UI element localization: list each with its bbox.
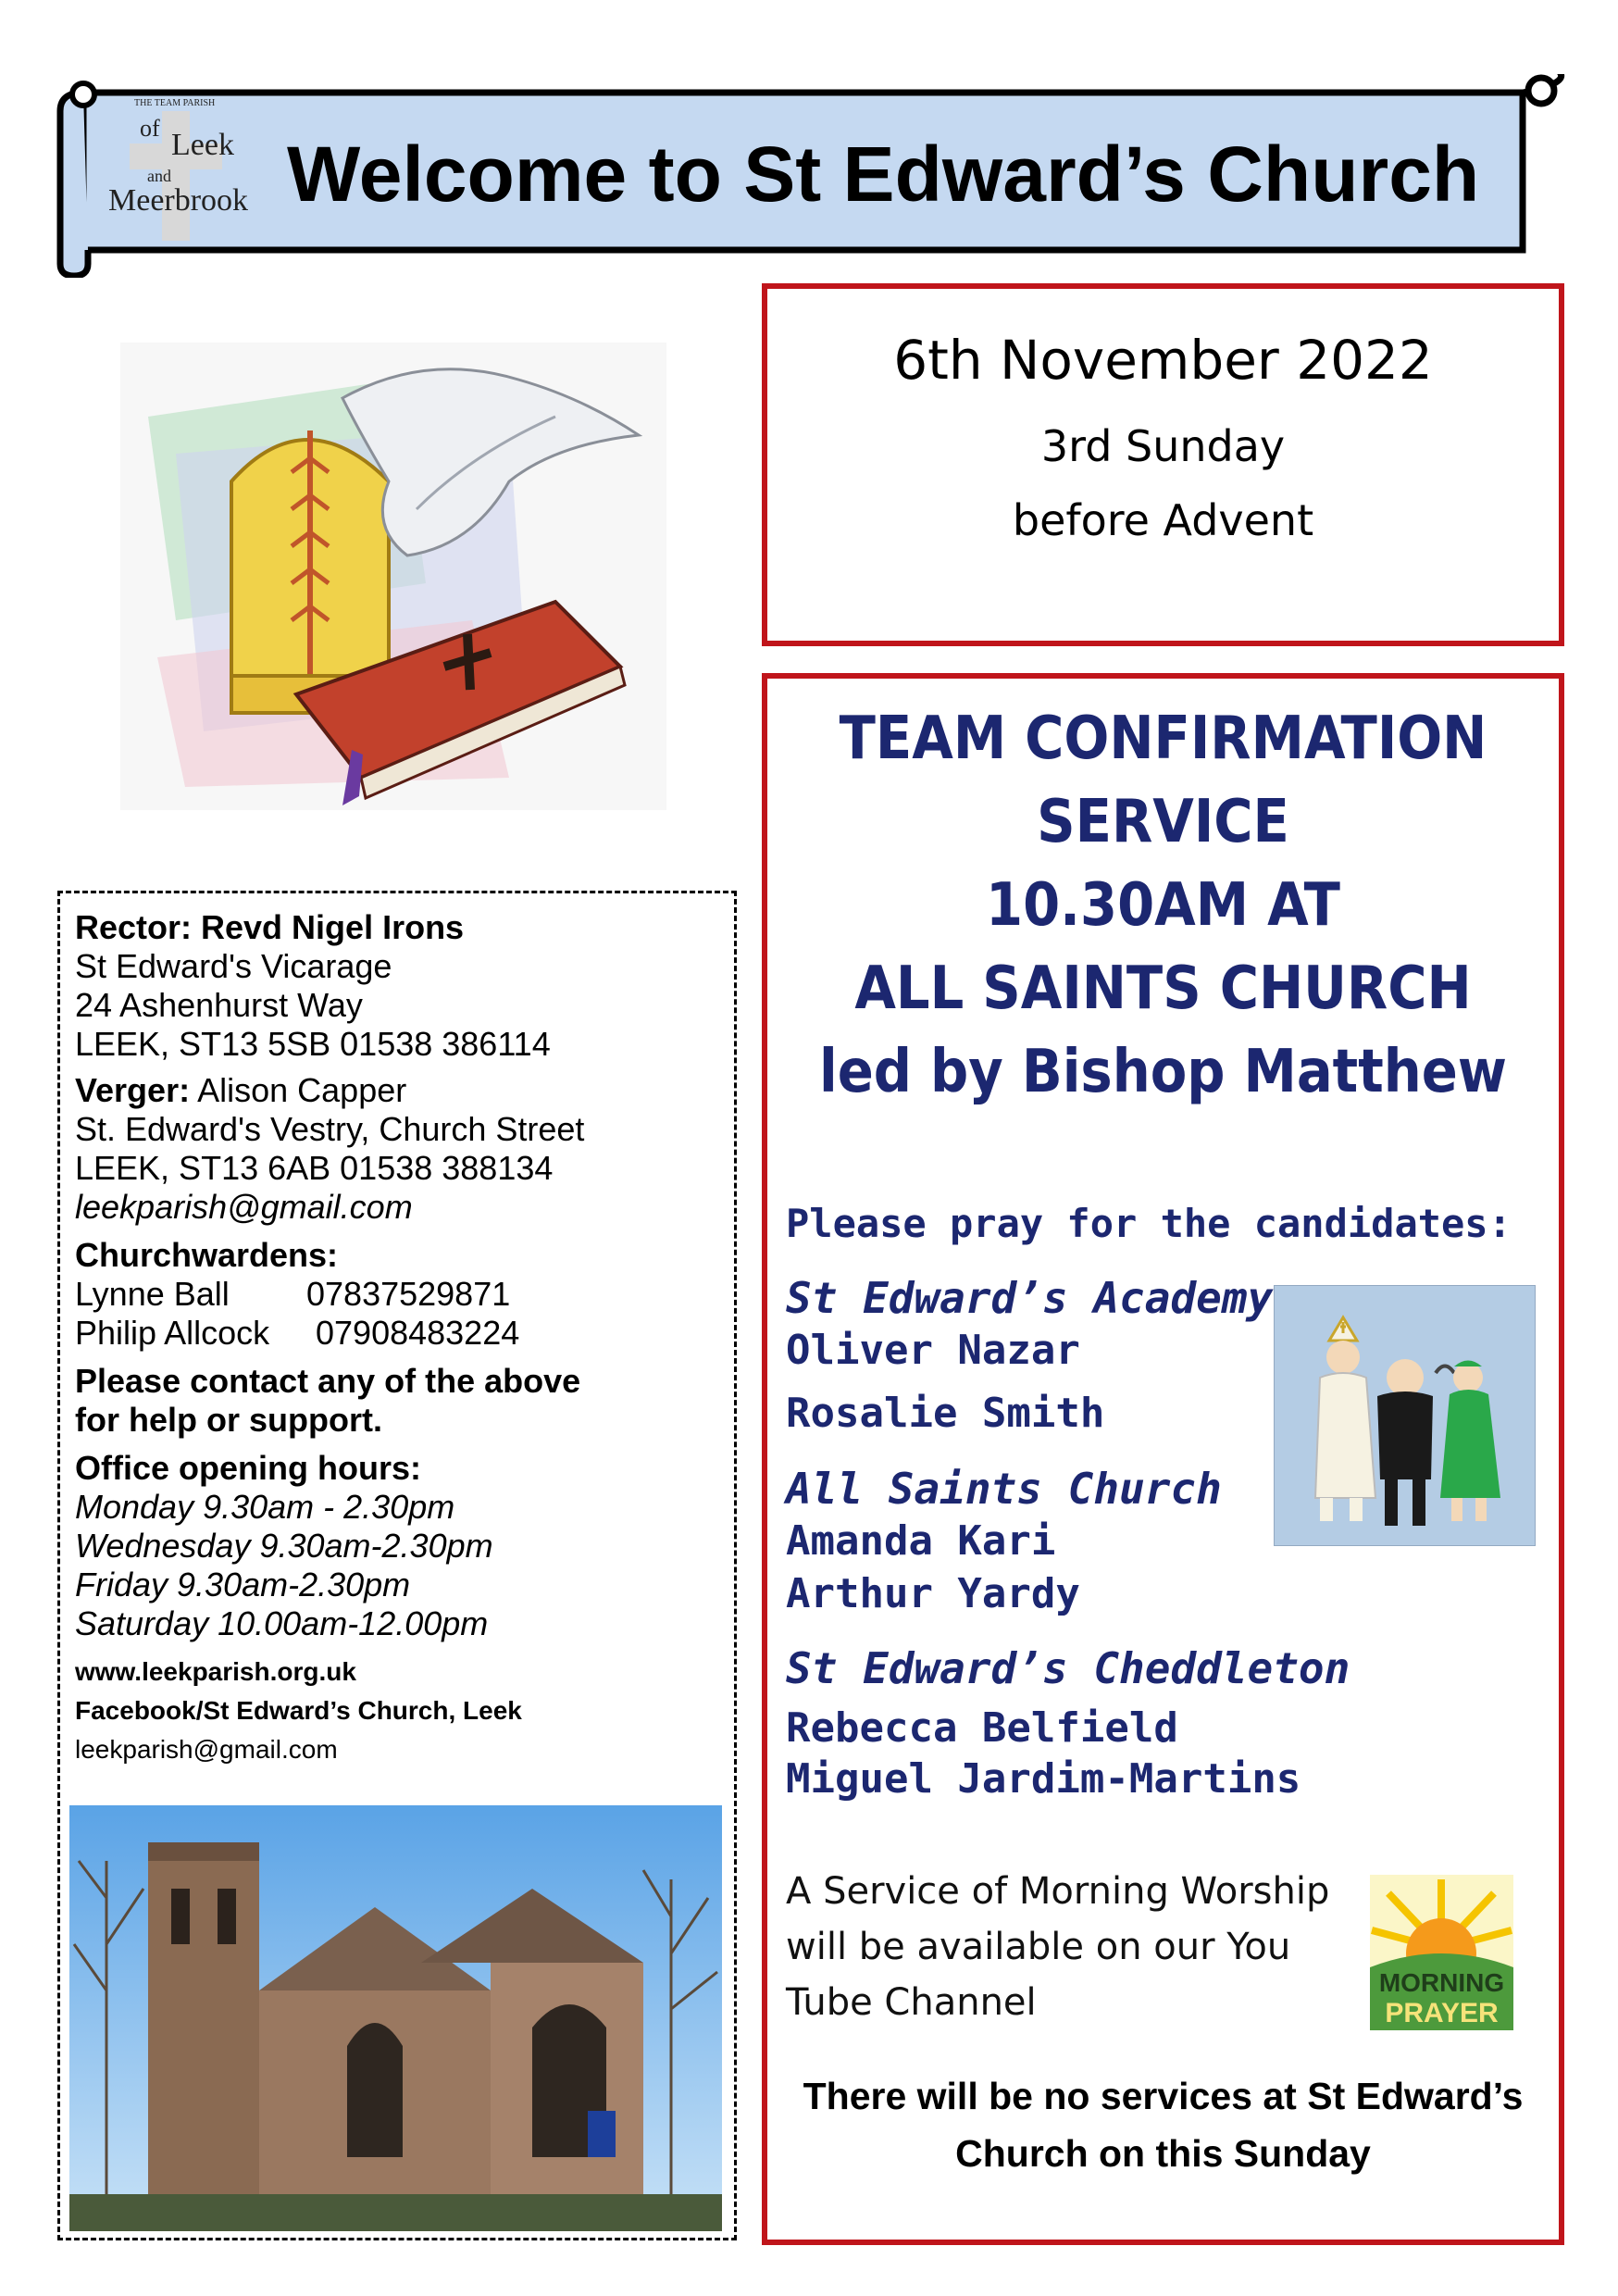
- verger-name: Alison Capper: [190, 1071, 407, 1109]
- rector-address-line: St Edward's Vicarage: [75, 947, 392, 985]
- headline-line-4: ALL SAINTS CHURCH: [854, 955, 1472, 1023]
- facebook-link[interactable]: Facebook/St Edward’s Church, Leek: [75, 1696, 522, 1725]
- headline-line-2: SERVICE: [1037, 788, 1289, 856]
- logo-line-3: Leek: [171, 128, 234, 162]
- no-services-line-1: There will be no services at St Edward’s: [803, 2075, 1524, 2117]
- candidate-name: Miguel Jardim-Martins: [786, 1755, 1301, 1803]
- confirmation-illustration: [1274, 1285, 1536, 1546]
- logo-line-2: of: [140, 115, 160, 142]
- liturgical-day-line-2: before Advent: [1012, 495, 1314, 545]
- logo-line-4: and: [147, 167, 171, 185]
- office-hours-line: Monday 9.30am - 2.30pm: [75, 1488, 455, 1526]
- pray-intro: Please pray for the candidates:: [786, 1201, 1512, 1246]
- office-hours-line: Friday 9.30am-2.30pm: [75, 1566, 411, 1603]
- church-photo: [69, 1805, 722, 2231]
- date-box: [762, 283, 1564, 646]
- prayer-label: PRAYER: [1385, 1998, 1499, 2028]
- verger-address-line: St. Edward's Vestry, Church Street: [75, 1110, 585, 1148]
- churchwarden-phone: 07908483224: [316, 1314, 520, 1352]
- website-link[interactable]: www.leekparish.org.uk: [75, 1657, 356, 1686]
- verger-line: [75, 1071, 406, 1110]
- logo-line-1: THE TEAM PARISH: [134, 98, 216, 108]
- verger-email[interactable]: leekparish@gmail.com: [75, 1188, 413, 1226]
- candidate-name: Amanda Kari: [786, 1517, 1056, 1565]
- candidate-name: Arthur Yardy: [786, 1570, 1080, 1617]
- email-link[interactable]: leekparish@gmail.com: [75, 1735, 338, 1764]
- logo-line-5: Meerbrook: [108, 183, 249, 218]
- morning-prayer-logo: [1370, 1875, 1513, 2030]
- rector-label: Rector: Revd Nigel Irons: [75, 908, 465, 946]
- worship-line-2: will be available on our You: [786, 1926, 1291, 1968]
- cross-icon: [106, 93, 264, 241]
- service-date: 6th November 2022: [893, 329, 1433, 392]
- churchwarden-name: Philip Allcock: [75, 1314, 270, 1352]
- churchwarden-phone: 07837529871: [306, 1275, 511, 1313]
- liturgical-day-line-1: 3rd Sunday: [1040, 421, 1286, 471]
- churchwardens-label: Churchwardens:: [75, 1236, 339, 1274]
- contact-note-line: Please contact any of the above: [75, 1362, 581, 1400]
- office-hours-line: Wednesday 9.30am-2.30pm: [75, 1527, 493, 1565]
- group-st-edwards-cheddleton: St Edward’s Cheddleton: [786, 1643, 1350, 1693]
- verger-address-line: LEEK, ST13 6AB 01538 388134: [75, 1149, 554, 1187]
- headline-line-3: 10.30AM AT: [986, 871, 1340, 940]
- office-hours-line: Saturday 10.00am-12.00pm: [75, 1604, 489, 1642]
- group-st-edwards-academy: St Edward’s Academy: [786, 1273, 1274, 1323]
- morning-label: MORNING: [1378, 1968, 1505, 1997]
- mitre-dove-bible-illustration: [120, 343, 666, 810]
- no-services-line-2: Church on this Sunday: [955, 2132, 1371, 2175]
- churchwarden-name: Lynne Ball: [75, 1275, 230, 1313]
- candidate-name: Oliver Nazar: [786, 1327, 1080, 1374]
- candidate-name: Rosalie Smith: [786, 1390, 1105, 1437]
- no-services-notice: [767, 2067, 1559, 2182]
- parish-logo: [106, 93, 264, 241]
- worship-line-1: A Service of Morning Worship: [786, 1870, 1330, 1913]
- rector-address-line: 24 Ashenhurst Way: [75, 986, 363, 1024]
- verger-label: Verger:: [75, 1071, 191, 1109]
- worship-line-3: Tube Channel: [786, 1981, 1037, 2024]
- rector-address-line: LEEK, ST13 5SB 01538 386114: [75, 1025, 551, 1063]
- page-title: Welcome to St Edward’s Church: [287, 131, 1480, 218]
- headline-line-1: TEAM CONFIRMATION: [839, 705, 1487, 773]
- contact-note-line: for help or support.: [75, 1401, 382, 1439]
- headline-line-5: led by Bishop Matthew: [819, 1038, 1507, 1106]
- candidate-name: Rebecca Belfield: [786, 1704, 1178, 1752]
- churchwarden-row: [75, 1275, 510, 1314]
- churchwarden-row: [75, 1314, 519, 1353]
- group-all-saints-church: All Saints Church: [786, 1464, 1222, 1514]
- office-hours-label: Office opening hours:: [75, 1449, 421, 1487]
